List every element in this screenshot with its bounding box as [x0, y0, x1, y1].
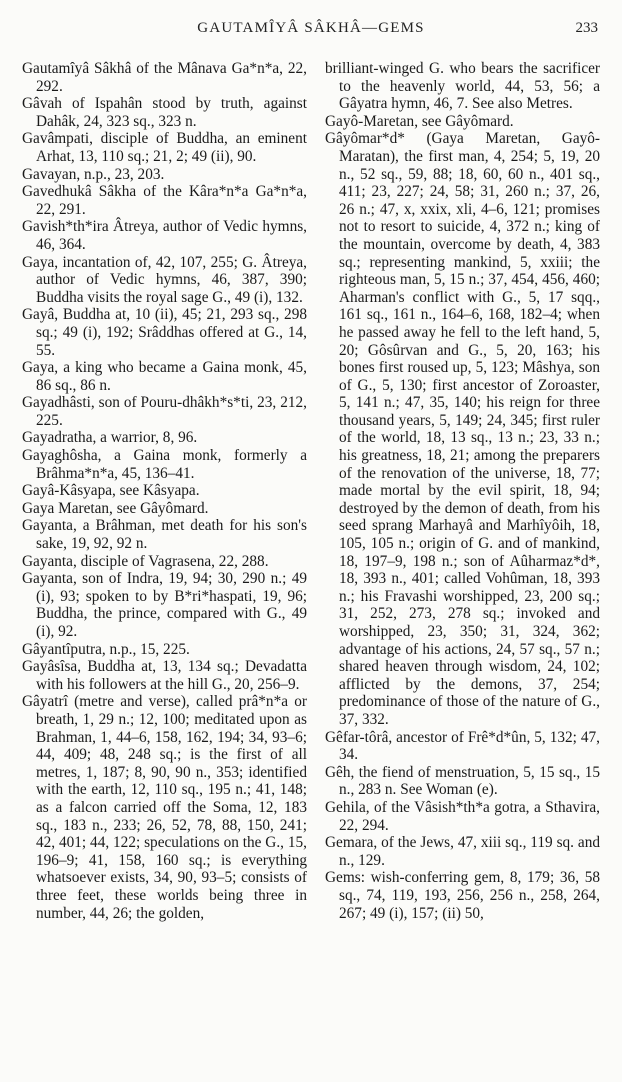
index-entry: Gayadratha, a warrior, 8, 96.: [22, 429, 198, 447]
page-number: 233: [575, 20, 598, 36]
index-entry: Gemara, of the Jews, 47, xiii sq., 119 sq. and n., 129.: [325, 834, 600, 869]
index-entry: Gavish*th*ira Âtreya, author of Vedic hymns, 46, 364.: [22, 218, 307, 253]
index-entry: Gâyômar*d* (Gaya Maretan, Gayô-Maratan), the first man, 4, 254; 5, 19, 20 n., 52 sq., 59, 88; 18, 60, 60 n., 401 sq., 411; 23, 227; 24, 58; 31, 260 n.; 37, 26, 26 n.; 47, x, xxix, xli, 4–6, 121; promises not to resort to suicide, 4, 372 n.; king of the mountain, overcome by death, 4, 383 sq.; representing mankind, 5, xxiii; the righteous man, 5, 15 n.; 37, 454, 456, 460; Aharman's conflict with G., 5, 17 sqq., 161 sq., 161 n., 164–6, 168, 182–4; when he passed away he fell to the left hand, 5, 20; Gôsûrvan and G., 5, 20, 163; his bones first roused up, 5, 123; Mâshya, son of G., 5, 130; first ancestor of Zoroaster, 5, 141 n.; 47, 35, 140; his reign for three thousand years, 5, 149; 24, 345; first ruler of the world, 18, 13 sq., 13 n.; 23, 33 n.; his greatness, 18, 21; among the preparers of the renovation of the universe, 18, 77; made mortal by the evil spirit, 18, 94; destroyed by the demon of death, from his seed sprang Marhayâ and Marhîyôih, 18, 105, 105 n.; origin of G. and of mankind, 18, 197–9, 198 n.; son of Aûharmaz*d*, 18, 393 n., 401; called Vohûman, 18, 393 n.; his Fravashi worshipped, 23, 200 sq.; 31, 252, 273, 278 sq.; invoked and worshipped, 23, 350; 31, 324, 362; advantage of his actions, 24, 57 sq., 57 n.; shared heaven through wisdom, 24, 102; afflicted by the demons, 37, 254; predominance of those of the nature of G., 37, 332.: [325, 130, 600, 728]
running-head: GAUTAMÎYÂ SÂKHÂ—GEMS: [197, 20, 425, 36]
index-entry: Gâvah of Ispahân stood by truth, against Dahâk, 24, 323 sq., 323 n.: [22, 95, 307, 130]
left-column: [22, 60, 307, 922]
index-entry: Gayanta, a Brâhman, met death for his son's sake, 19, 92, 92 n.: [22, 517, 307, 553]
index-entry: Gayanta, disciple of Vagrasena, 22, 288.: [22, 552, 269, 570]
index-entry: Gayâ, Buddha at, 10 (ii), 45; 21, 293 sq., 298 sq.; 49 (i), 192; Srâddhas offered at G., 14, 55.: [22, 306, 307, 359]
index-entry: Gayâ-Kâsyapa, see Kâsyapa.: [22, 482, 200, 500]
index-entry: Gayadhâsti, son of Pouru-dhâkh*s*ti, 23, 212, 225.: [22, 394, 307, 429]
index-entry: Gautamîyâ Sâkhâ of the Mânava Ga*n*a, 22, 292.: [22, 60, 307, 95]
index-entry: brilliant-winged G. who bears the sacrificer to the heavenly world, 44, 53, 56; a Gâyatra hymn, 46, 7. See also Metres.: [325, 60, 600, 113]
index-entry: Gêh, the fiend of menstruation, 5, 15 sq., 15 n., 283 n. See Woman (e).: [325, 763, 600, 799]
index-entry: Gavedhukâ Sâkha of the Kâra*n*a Ga*n*a, 22, 291.: [22, 183, 307, 218]
right-column: [325, 60, 600, 922]
index-entry: Gayâsîsa, Buddha at, 13, 134 sq.; Devadatta with his followers at the hill G., 20, 256–9.: [22, 658, 307, 693]
index-entry: Gehila, of the Vâsish*th*a gotra, a Sthavira, 22, 294.: [325, 798, 600, 834]
index-entry: Gayanta, son of Indra, 19, 94; 30, 290 n.; 49 (i), 93; spoken to by B*ri*haspati, 19, 96; Buddha, the prince, compared with G., 49 (i), 92.: [22, 570, 307, 640]
index-entry: Gâyantîputra, n.p., 15, 225.: [22, 640, 190, 658]
index-entry: Gaya, a king who became a Gaina monk, 45, 86 sq., 86 n.: [22, 359, 307, 394]
page-header: [0, 20, 622, 48]
index-entry: Gâyatrî (metre and verse), called prâ*n*a or breath, 1, 29 n.; 12, 100; meditated upon as Brahman, 1, 44–6, 158, 162, 194; 34, 93–6; 44, 409; 48, 248 sq.; is the first of all metres, 1, 187; 8, 90, 90 n., 353; identified with the earth, 12, 110 sq., 195 n.; 41, 148; as a falcon carried off the Soma, 12, 183 sq., 183 n., 233; 26, 52, 78, 88, 150, 241; 42, 401; 44, 122; speculations on the G., 15, 196–9; 41, 158, 160 sq.; is everything whatsoever exists, 34, 90, 93–5; consists of three feet, these worlds being three in number, 44, 26; the golden,: [22, 693, 307, 922]
index-entry: Gêfar-tôrâ, ancestor of Frê*d*ûn, 5, 132; 47, 34.: [325, 728, 600, 764]
index-entry: Gayaghôsha, a Gaina monk, formerly a Brâhma*n*a, 45, 136–41.: [22, 447, 307, 482]
index-entry: Gaya Maretan, see Gâyômard.: [22, 499, 209, 517]
index-entry: Gavayan, n.p., 23, 203.: [22, 165, 165, 183]
index-entry: Gayô-Maretan, see Gâyômard.: [325, 112, 514, 130]
index-entry: Gems: wish-conferring gem, 8, 179; 36, 58 sq., 74, 119, 193, 256, 256 n., 258, 264, 267; 49 (i), 157; (ii) 50,: [325, 869, 600, 922]
index-entry: Gaya, incantation of, 42, 107, 255; G. Âtreya, author of Vedic hymns, 46, 387, 390; Buddha visits the royal sage G., 49 (i), 132.: [22, 253, 307, 306]
index-entry: Gavâmpati, disciple of Buddha, an eminent Arhat, 13, 110 sq.; 21, 2; 49 (ii), 90.: [22, 130, 307, 165]
